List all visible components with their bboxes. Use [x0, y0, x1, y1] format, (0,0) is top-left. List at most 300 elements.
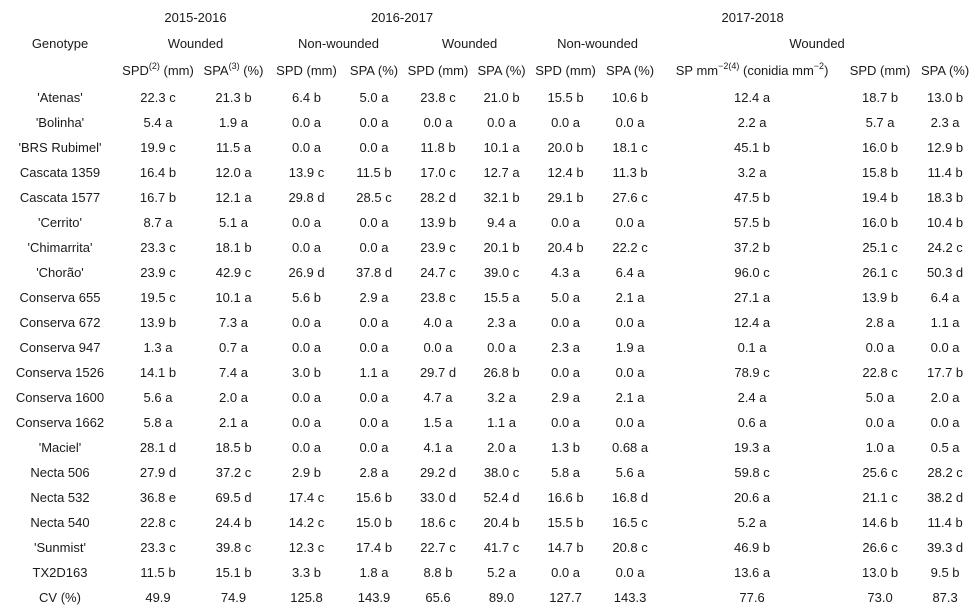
genotype-cell: Conserva 1526	[15, 365, 105, 380]
value-cell: 0.0 a	[359, 390, 389, 405]
value-cell: 2.3 a	[551, 340, 581, 355]
table-row	[0, 185, 972, 210]
value-cell: 5.2 a	[737, 515, 767, 530]
value-cell: 1.8 a	[359, 565, 389, 580]
genotype-cell: Necta 506	[30, 465, 90, 480]
value-cell: 89.0	[488, 590, 515, 605]
genotype-header: Genotype	[31, 35, 89, 51]
value-cell: 5.1 a	[219, 215, 248, 230]
value-cell: 16.0 b	[861, 140, 899, 155]
value-cell: 12.4 b	[547, 165, 584, 180]
value-cell: 7.3 a	[219, 315, 248, 330]
table-row	[0, 235, 972, 260]
treatment-header: Wounded	[789, 35, 845, 51]
value-cell: 3.0 b	[292, 365, 321, 380]
value-cell: 5.6 a	[615, 465, 645, 480]
genotype-cell: 'Chimarrita'	[27, 240, 93, 255]
value-cell: 4.1 a	[423, 440, 453, 455]
value-cell: 37.2 c	[215, 465, 252, 480]
value-cell: 15.5 b	[547, 515, 584, 530]
value-cell: 39.8 c	[215, 540, 252, 555]
column-header-superscript: −2	[813, 61, 825, 71]
value-cell: 1.5 a	[423, 415, 453, 430]
value-cell: 23.9 c	[140, 265, 176, 280]
value-cell: 20.4 b	[547, 240, 584, 255]
genotype-cell: 'Bolinha'	[35, 115, 85, 130]
column-header-text: SPA	[203, 63, 229, 78]
value-cell: 26.1 c	[862, 265, 898, 280]
value-cell: 17.4 c	[288, 490, 325, 505]
value-cell: 26.9 d	[288, 265, 325, 280]
value-cell: 2.0 a	[930, 390, 960, 405]
value-cell: 1.9 a	[219, 115, 248, 130]
value-cell: 74.9	[220, 590, 247, 605]
value-cell: 0.0 a	[551, 315, 581, 330]
value-cell: 96.0 c	[734, 265, 770, 280]
value-cell: 143.9	[357, 590, 391, 605]
value-cell: 2.1 a	[219, 415, 248, 430]
column-header	[271, 56, 342, 85]
value-cell: 0.0 a	[359, 415, 389, 430]
value-cell: 0.0 a	[551, 365, 581, 380]
value-cell: 6.4 a	[615, 265, 645, 280]
value-cell: 0.0 a	[292, 115, 321, 130]
value-cell: 3.2 a	[737, 165, 767, 180]
column-header-text: SPA (%)	[349, 63, 399, 78]
value-cell: 2.3 a	[487, 315, 516, 330]
value-cell: 25.1 c	[862, 240, 898, 255]
table-row	[0, 335, 972, 360]
value-cell: 41.7 c	[483, 540, 520, 555]
column-header-text: (%)	[239, 63, 264, 78]
table-row	[0, 210, 972, 235]
value-cell: 12.1 a	[215, 190, 252, 205]
treatment-header: Non-wounded	[298, 35, 379, 51]
value-cell: 4.3 a	[551, 265, 581, 280]
genotype-cell: 'Sunmist'	[34, 540, 86, 555]
value-cell: 0.0 a	[615, 115, 645, 130]
value-cell: 0.0 a	[865, 340, 895, 355]
genotype-cell: 'Maciel'	[38, 440, 82, 455]
value-cell: 13.9 c	[288, 165, 325, 180]
value-cell: 36.8 e	[139, 490, 177, 505]
value-cell: 0.0 a	[359, 140, 389, 155]
column-header	[533, 56, 598, 85]
value-cell: 15.5 a	[483, 290, 520, 305]
value-cell: 0.0 a	[551, 115, 581, 130]
value-cell: 143.3	[613, 590, 647, 605]
table-row	[0, 435, 972, 460]
value-cell: 2.1 a	[615, 290, 645, 305]
value-cell: 24.7 c	[420, 265, 456, 280]
table-row	[0, 410, 972, 435]
value-cell: 0.0 a	[615, 315, 645, 330]
column-header-text: SPD (mm)	[849, 63, 911, 78]
value-cell: 0.0 a	[551, 415, 581, 430]
value-cell: 11.5 a	[215, 140, 252, 155]
season-2015-2016: 2015-2016	[164, 9, 227, 25]
table-row	[0, 110, 972, 135]
value-cell: 8.7 a	[143, 215, 173, 230]
value-cell: 52.4 d	[483, 490, 520, 505]
value-cell: 38.0 c	[483, 465, 520, 480]
value-cell: 23.9 c	[420, 240, 456, 255]
genotype-cell: 'BRS Rubimel'	[18, 140, 102, 155]
value-cell: 24.2 c	[927, 240, 963, 255]
value-cell: 29.2 d	[419, 465, 457, 480]
season-2017-2018: 2017-2018	[721, 9, 784, 25]
value-cell: 21.3 b	[215, 90, 252, 105]
value-cell: 13.0 b	[927, 90, 964, 105]
value-cell: 0.0 a	[930, 340, 960, 355]
value-cell: 2.0 a	[487, 440, 516, 455]
value-cell: 9.5 b	[930, 565, 960, 580]
value-cell: 15.6 b	[355, 490, 393, 505]
season-header-row	[0, 4, 972, 30]
value-cell: 11.5 b	[140, 565, 176, 580]
value-cell: 37.2 b	[733, 240, 771, 255]
value-cell: 12.9 b	[927, 140, 964, 155]
value-cell: 14.2 c	[288, 515, 325, 530]
value-cell: 78.9 c	[734, 365, 770, 380]
genotype-cell: Necta 532	[30, 490, 90, 505]
column-header-superscript: −2(4)	[718, 61, 740, 71]
value-cell: 23.8 c	[420, 290, 456, 305]
value-cell: 11.4 b	[927, 515, 963, 530]
value-cell: 47.5 b	[733, 190, 771, 205]
season-2016-2017: 2016-2017	[370, 9, 434, 25]
column-header-row	[0, 56, 972, 85]
value-cell: 0.6 a	[737, 415, 767, 430]
value-cell: 0.0 a	[359, 215, 389, 230]
value-cell: 1.9 a	[615, 340, 645, 355]
value-cell: 42.9 c	[215, 265, 252, 280]
treatment-header: Wounded	[441, 35, 498, 51]
value-cell: 20.0 b	[547, 140, 584, 155]
value-cell: 7.4 a	[219, 365, 248, 380]
value-cell: 0.0 a	[359, 315, 389, 330]
value-cell: 5.0 a	[551, 290, 581, 305]
value-cell: 0.0 a	[359, 340, 389, 355]
value-cell: 3.2 a	[487, 390, 516, 405]
table-row	[0, 535, 972, 560]
column-header	[598, 56, 662, 85]
value-cell: 2.9 a	[359, 290, 389, 305]
value-cell: 5.4 a	[143, 115, 173, 130]
value-cell: 18.6 c	[420, 515, 456, 530]
value-cell: 18.7 b	[861, 90, 899, 105]
treatment-header: Wounded	[167, 35, 224, 51]
value-cell: 16.4 b	[139, 165, 177, 180]
value-cell: 12.3 c	[288, 540, 325, 555]
value-cell: 49.9	[145, 590, 171, 605]
value-cell: 13.0 b	[861, 565, 899, 580]
value-cell: 2.4 a	[737, 390, 767, 405]
value-cell: 3.3 b	[292, 565, 321, 580]
value-cell: 4.7 a	[423, 390, 453, 405]
value-cell: 2.3 a	[930, 115, 960, 130]
value-cell: 16.7 b	[139, 190, 177, 205]
value-cell: 11.4 b	[927, 165, 963, 180]
value-cell: 27.6 c	[612, 190, 648, 205]
column-header	[406, 56, 470, 85]
value-cell: 5.6 a	[143, 390, 173, 405]
value-cell: 0.0 a	[865, 415, 895, 430]
table-row	[0, 360, 972, 385]
value-cell: 2.0 a	[219, 390, 248, 405]
table-row	[0, 260, 972, 285]
column-header-superscript: (2)	[148, 61, 160, 71]
value-cell: 5.6 b	[292, 290, 321, 305]
value-cell: 13.9 b	[861, 290, 899, 305]
value-cell: 0.0 a	[615, 565, 645, 580]
value-cell: 29.7 d	[419, 365, 457, 380]
value-cell: 23.3 c	[140, 540, 176, 555]
value-cell: 0.5 a	[930, 440, 960, 455]
value-cell: 0.0 a	[292, 315, 321, 330]
value-cell: 20.8 c	[612, 540, 648, 555]
value-cell: 0.0 a	[423, 340, 453, 355]
value-cell: 1.3 b	[551, 440, 581, 455]
value-cell: 12.7 a	[483, 165, 520, 180]
column-header	[120, 56, 196, 85]
value-cell: 0.0 a	[292, 340, 321, 355]
value-cell: 28.2 d	[419, 190, 457, 205]
value-cell: 28.1 d	[139, 440, 177, 455]
genotype-cell: Conserva 1662	[15, 415, 105, 430]
value-cell: 5.7 a	[865, 115, 895, 130]
column-header	[842, 56, 918, 85]
results-table	[0, 4, 972, 610]
genotype-cell: Conserva 672	[19, 315, 101, 330]
value-cell: 33.0 d	[419, 490, 457, 505]
value-cell: 10.1 a	[483, 140, 520, 155]
value-cell: 0.7 a	[219, 340, 248, 355]
value-cell: 13.9 b	[419, 215, 457, 230]
value-cell: 0.0 a	[423, 115, 453, 130]
value-cell: 5.8 a	[551, 465, 581, 480]
value-cell: 39.0 c	[483, 265, 520, 280]
value-cell: 20.6 a	[733, 490, 771, 505]
value-cell: 19.9 c	[140, 140, 176, 155]
value-cell: 0.0 a	[551, 565, 581, 580]
value-cell: 26.8 b	[483, 365, 520, 380]
value-cell: 15.0 b	[355, 515, 393, 530]
value-cell: 11.8 b	[420, 140, 456, 155]
genotype-cell: 'Atenas'	[37, 90, 83, 105]
value-cell: 5.0 a	[359, 90, 389, 105]
value-cell: 21.1 c	[862, 490, 898, 505]
value-cell: 18.1 c	[612, 140, 648, 155]
value-cell: 13.9 b	[139, 315, 177, 330]
value-cell: 1.1 a	[487, 415, 516, 430]
value-cell: 16.6 b	[547, 490, 584, 505]
value-cell: 15.8 b	[861, 165, 899, 180]
value-cell: 1.1 a	[930, 315, 960, 330]
value-cell: 0.0 a	[292, 390, 321, 405]
value-cell: 21.0 b	[483, 90, 520, 105]
value-cell: 32.1 b	[483, 190, 520, 205]
genotype-cell: CV (%)	[39, 590, 81, 605]
value-cell: 17.7 b	[927, 365, 964, 380]
value-cell: 0.0 a	[292, 140, 321, 155]
value-cell: 26.6 c	[862, 540, 898, 555]
value-cell: 2.8 a	[865, 315, 895, 330]
value-cell: 19.5 c	[140, 290, 176, 305]
value-cell: 15.5 b	[547, 90, 584, 105]
value-cell: 23.8 c	[420, 90, 456, 105]
table-row	[0, 510, 972, 535]
value-cell: 0.0 a	[292, 215, 321, 230]
genotype-cell: Necta 540	[30, 515, 90, 530]
value-cell: 17.4 b	[355, 540, 393, 555]
value-cell: 0.68 a	[611, 440, 649, 455]
value-cell: 0.0 a	[551, 215, 581, 230]
value-cell: 0.0 a	[292, 440, 321, 455]
value-cell: 17.0 c	[420, 165, 456, 180]
table-row	[0, 385, 972, 410]
value-cell: 28.2 c	[927, 465, 963, 480]
column-header	[196, 56, 271, 85]
genotype-cell: 'Cerrito'	[38, 215, 82, 230]
value-cell: 59.8 c	[734, 465, 770, 480]
value-cell: 19.3 a	[733, 440, 771, 455]
table-row	[0, 460, 972, 485]
value-cell: 14.6 b	[861, 515, 899, 530]
value-cell: 14.7 b	[547, 540, 584, 555]
value-cell: 0.0 a	[615, 215, 645, 230]
column-header-text: SPA (%)	[605, 63, 655, 78]
value-cell: 20.4 b	[483, 515, 520, 530]
value-cell: 22.8 c	[140, 515, 176, 530]
value-cell: 0.0 a	[359, 240, 389, 255]
value-cell: 29.8 d	[288, 190, 325, 205]
cv-row	[0, 585, 972, 610]
column-header	[342, 56, 406, 85]
value-cell: 12.4 a	[733, 315, 771, 330]
column-header-text: SP mm	[675, 63, 719, 78]
value-cell: 10.1 a	[215, 290, 252, 305]
value-cell: 29.1 b	[547, 190, 584, 205]
value-cell: 0.0 a	[487, 340, 516, 355]
value-cell: 18.3 b	[927, 190, 964, 205]
column-header-text: SPD (mm)	[407, 63, 469, 78]
value-cell: 1.3 a	[143, 340, 173, 355]
column-header	[470, 56, 533, 85]
value-cell: 16.8 d	[611, 490, 649, 505]
table-row	[0, 560, 972, 585]
column-header-superscript: (3)	[228, 61, 240, 71]
value-cell: 22.3 c	[140, 90, 176, 105]
table-body	[0, 85, 972, 610]
value-cell: 16.0 b	[861, 215, 899, 230]
value-cell: 11.5 b	[356, 165, 392, 180]
value-cell: 13.6 a	[733, 565, 771, 580]
value-cell: 0.0 a	[292, 415, 321, 430]
value-cell: 18.1 b	[215, 240, 252, 255]
value-cell: 22.2 c	[612, 240, 648, 255]
value-cell: 1.0 a	[865, 440, 895, 455]
value-cell: 87.3	[932, 590, 958, 605]
value-cell: 73.0	[867, 590, 893, 605]
genotype-cell: 'Chorão'	[36, 265, 84, 280]
value-cell: 10.6 b	[611, 90, 649, 105]
genotype-cell: Cascata 1577	[19, 190, 101, 205]
genotype-cell: Conserva 947	[19, 340, 101, 355]
value-cell: 27.1 a	[733, 290, 771, 305]
column-header	[918, 56, 972, 85]
table-row	[0, 310, 972, 335]
column-header-text: )	[824, 63, 829, 78]
value-cell: 0.0 a	[359, 440, 389, 455]
value-cell: 39.3 d	[927, 540, 964, 555]
value-cell: 65.6	[425, 590, 451, 605]
value-cell: 19.4 b	[861, 190, 899, 205]
table-row	[0, 135, 972, 160]
value-cell: 18.5 b	[215, 440, 252, 455]
column-header-text: SPD (mm)	[276, 63, 337, 78]
table-row	[0, 85, 972, 110]
genotype-cell: Conserva 655	[19, 290, 101, 305]
genotype-cell: TX2D163	[32, 565, 88, 580]
column-header-text: SPD (mm)	[535, 63, 596, 78]
treatment-header-row	[0, 30, 972, 56]
value-cell: 38.2 d	[927, 490, 964, 505]
value-cell: 0.0 a	[487, 115, 516, 130]
value-cell: 2.1 a	[615, 390, 645, 405]
treatment-header: Non-wounded	[557, 35, 639, 51]
value-cell: 22.8 c	[862, 365, 898, 380]
genotype-cell: Cascata 1359	[19, 165, 101, 180]
column-header-text: SPD	[122, 63, 149, 78]
value-cell: 5.0 a	[865, 390, 895, 405]
value-cell: 8.8 b	[423, 565, 453, 580]
value-cell: 0.1 a	[737, 340, 767, 355]
value-cell: 77.6	[739, 590, 765, 605]
value-cell: 22.7 c	[420, 540, 456, 555]
value-cell: 0.0 a	[930, 415, 960, 430]
value-cell: 11.3 b	[612, 165, 648, 180]
value-cell: 45.1 b	[733, 140, 771, 155]
value-cell: 127.7	[549, 590, 582, 605]
column-header-text: (conidia mm	[739, 63, 814, 78]
value-cell: 6.4 b	[292, 90, 321, 105]
value-cell: 37.8 d	[355, 265, 393, 280]
value-cell: 2.9 b	[292, 465, 321, 480]
value-cell: 24.4 b	[215, 515, 252, 530]
value-cell: 69.5 d	[215, 490, 252, 505]
value-cell: 20.1 b	[483, 240, 520, 255]
value-cell: 16.5 c	[612, 515, 648, 530]
value-cell: 12.4 a	[733, 90, 771, 105]
value-cell: 0.0 a	[359, 115, 389, 130]
table-row	[0, 285, 972, 310]
value-cell: 23.3 c	[140, 240, 176, 255]
value-cell: 12.0 a	[215, 165, 252, 180]
value-cell: 57.5 b	[733, 215, 771, 230]
value-cell: 15.1 b	[215, 565, 252, 580]
value-cell: 27.9 d	[139, 465, 177, 480]
value-cell: 25.6 c	[862, 465, 898, 480]
value-cell: 4.0 a	[423, 315, 453, 330]
table-row	[0, 485, 972, 510]
table-row	[0, 160, 972, 185]
value-cell: 1.1 a	[359, 365, 389, 380]
value-cell: 125.8	[290, 590, 323, 605]
value-cell: 50.3 d	[927, 265, 964, 280]
column-header-text: SPA (%)	[921, 63, 970, 78]
value-cell: 9.4 a	[487, 215, 516, 230]
